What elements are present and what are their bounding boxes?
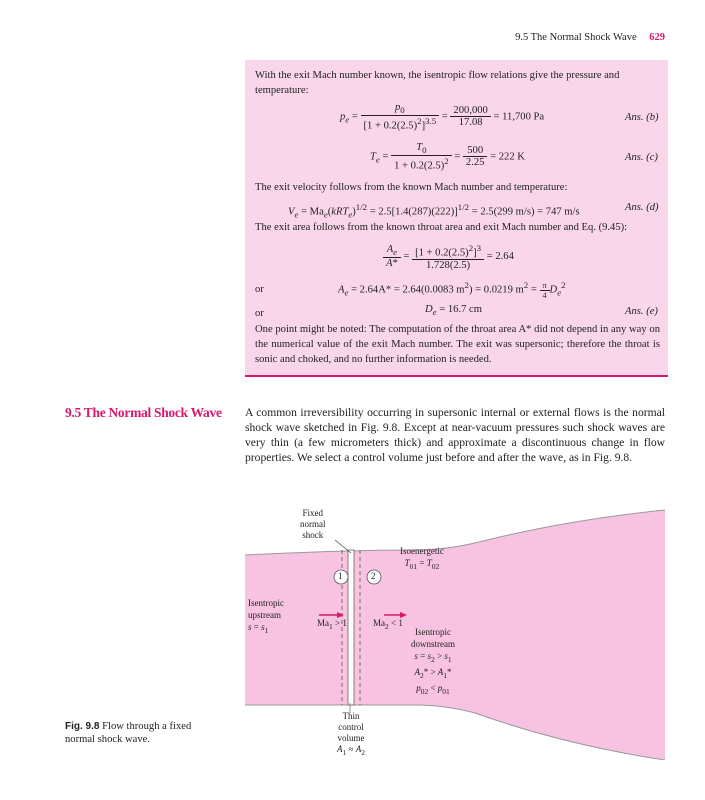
equation-ae: $A_e = 2.64A* = 2.64(0.0083$ $m^2) = 0.0219$ $m^2$ = $\frac{\pi}{4}$ $D_e^2$ — [338, 280, 566, 300]
downstream-label: Isentropic downstream $s = s_2 > s_1$ $A_2* > A_1*$ $p_{02} < p_{01}$ — [411, 627, 455, 696]
isoenergetic-label: Isoenergetic $T_{01} = T_{02}$ — [400, 546, 444, 571]
figure-9-8 — [245, 505, 665, 760]
upstream-label: Isentropic upstream $s = s_1$ — [248, 598, 284, 635]
or-label-1: or — [255, 284, 264, 295]
closing-text: One point might be noted: The computation of the throat area A* did not depend in any way on the numerical value of the exit Mach number. The exit was supersonic; therefore the throat is sonic and choked, and no further information is needed. — [255, 324, 660, 365]
section-title: 9.5 The Normal Shock Wave — [65, 405, 222, 420]
or-label-2: or — [255, 308, 264, 319]
area-intro: The exit area follows from the known throat area and exit Mach number and Eq. (9.45): — [255, 222, 628, 233]
station-2-label: 2 — [371, 571, 376, 581]
velocity-intro: The exit velocity follows from the known Mach number and temperature: — [255, 182, 568, 193]
equation-te: $T_e$ = $\frac{T_0}{1 + 0.2(2.5)^2}$ = $\frac{500}{2.25}$ = 222 K — [370, 142, 525, 172]
equation-ve: $V_e = Ma_e(kRT_e)^{1/2} = 2.5[1.4(287)(222)]^{1/2} = 2.5(299$ m/s) = 747 m/s — [288, 202, 580, 220]
equation-pe: $p_e$ = $\frac{p_0}{[1 + 0.2(2.5)^2]^{3.5}}$ = $\frac{200,000}{17.08}$ = 11,700 Pa — [340, 102, 545, 132]
intro-text: With the exit Mach number known, the isentropic flow relations give the pressure and temperature: — [255, 70, 620, 96]
ma1-label: $Ma_1 > 1$ — [317, 618, 347, 631]
section-text: A common irreversibility occurring in supersonic internal or external flows is the normal shock wave sketched in Fig. 9.8. Except at near-vacuum pressures such shock waves are very thin (a few micrometers thick) and approximate a discontinuous change in flow properties. We select a control volume just before and after the wave, as in Fig. 9.8. — [245, 406, 665, 464]
duct-fill — [245, 510, 665, 760]
figure-caption: Fig. 9.8 Flow through a fixed normal shock wave. — [65, 721, 192, 745]
answer-d: Ans. (d) — [625, 202, 659, 213]
ma2-label: $Ma_2 < 1$ — [373, 618, 403, 631]
running-header — [515, 32, 665, 43]
control-volume-label: Thin control volume $A_1 \approx A_2$ — [337, 711, 365, 757]
equation-de: $D_e = 16.7$ cm — [425, 304, 482, 318]
header-section: 9.5 The Normal Shock Wave — [515, 32, 637, 43]
answer-b: Ans. (b) — [625, 112, 659, 123]
shock-wave — [348, 550, 354, 705]
example-box — [245, 60, 668, 377]
page-number: 629 — [649, 32, 665, 43]
answer-c: Ans. (c) — [625, 152, 658, 163]
answer-e: Ans. (e) — [625, 306, 658, 317]
fixed-shock-label: Fixed normal shock — [300, 508, 326, 540]
shock-diagram — [245, 505, 665, 760]
equation-area-ratio: $\frac{A_e}{A*}$ = $\frac{[1 + 0.2(2.5)^2]^3}{1.728(2.5)}$ = 2.64 — [383, 243, 514, 271]
station-1-label: 1 — [338, 571, 343, 581]
